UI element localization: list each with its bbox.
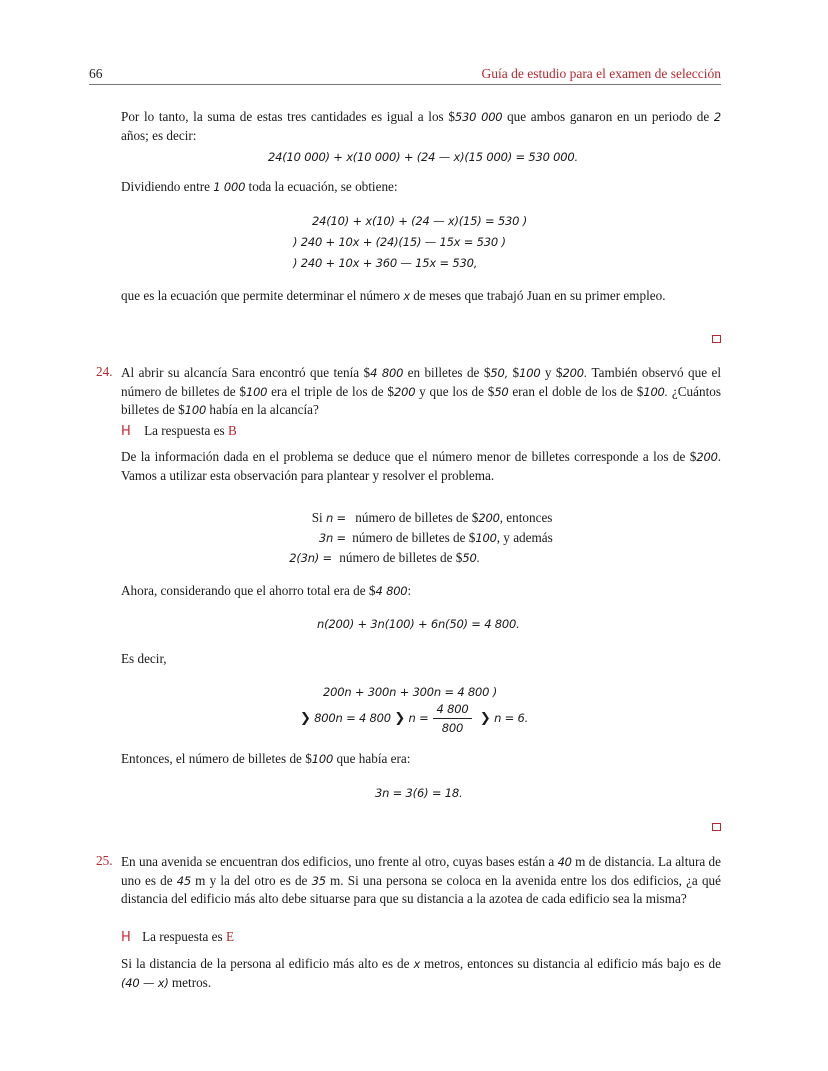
math: 100	[475, 531, 497, 545]
qed-box-icon	[712, 335, 721, 343]
math: 100.	[643, 384, 669, 399]
problem-25-solution-intro	[121, 955, 721, 992]
answer-letter: B	[227, 423, 237, 438]
text: , entonces	[499, 510, 553, 525]
text: que es la ecuación que permite determinar el número	[121, 288, 404, 303]
equation-2-line-3: ) 240 + 10x + 360 — 15x = 530,	[293, 256, 478, 270]
math: (40 — x)	[121, 975, 169, 990]
math: 50,	[490, 366, 509, 380]
text: Si	[311, 510, 327, 525]
math: x	[413, 957, 421, 971]
paragraph-total-savings	[121, 582, 721, 601]
answer-label: La respuesta es	[144, 423, 228, 438]
equation-1: 24(10 000) + x(10 000) + (24 — x)(15 000) = 530 000.	[268, 150, 578, 164]
math: 200.	[562, 366, 588, 380]
math: n =	[408, 711, 429, 725]
text: $	[508, 365, 520, 380]
header-rule	[89, 84, 721, 85]
problem-number-25: 25.	[96, 853, 113, 868]
problem-25-question	[121, 853, 721, 908]
fraction-numerator: 4 800	[433, 702, 473, 719]
text: número de billetes de $	[355, 510, 479, 525]
math: 2(3n) =	[289, 551, 332, 565]
math: 200	[696, 450, 718, 464]
problem-24-question	[121, 364, 721, 420]
implies-arrow-icon: ❯	[479, 711, 491, 726]
math: 100	[184, 403, 207, 417]
text: Ahora, considerando que el ahorro total era de $	[121, 583, 376, 598]
math: 800n = 4 800	[314, 711, 391, 725]
math: 35	[311, 873, 326, 888]
math: 100	[311, 752, 334, 766]
text: m. Si una persona se coloca en la avenida entre los dos edificios, ¿a qué distancia del edificio más alto debe situarse para que su distancia a la azotea de cada edificio sea la misma?	[121, 872, 722, 906]
fraction-denominator: 800	[441, 721, 464, 735]
text: Si la distancia de la persona al edificio más alto es de	[121, 956, 414, 971]
text: en billetes de $	[403, 365, 491, 380]
text: ¿Cuántos billetes de $	[121, 383, 721, 417]
definition-row	[276, 510, 552, 526]
text: de meses que trabajó Juan en su primer empleo.	[409, 288, 666, 303]
math: n = 6.	[494, 711, 529, 725]
answer-line-25	[121, 929, 234, 945]
text: número de billetes de $	[339, 550, 463, 565]
math: 40	[557, 855, 572, 869]
qed-box-icon	[712, 823, 721, 831]
paragraph-result-intro	[121, 750, 721, 769]
text: :	[407, 583, 412, 598]
equation-2-line-1: 24(10) + x(10) + (24 — x)(15) = 530 )	[312, 214, 528, 228]
text: Por lo tanto, la suma de estas tres cantidades es igual a los $	[121, 109, 455, 124]
fraction	[433, 702, 473, 735]
math: 50.	[462, 551, 481, 565]
answer-marker-icon: H	[121, 930, 131, 945]
paragraph-sum	[121, 108, 721, 144]
equation-2-line-2: ) 240 + 10x + (24)(15) — 15x = 530 )	[293, 235, 506, 249]
text: que ambos ganaron en un periodo de	[502, 109, 714, 124]
math: 4 800	[370, 366, 404, 380]
definition-row	[276, 530, 553, 546]
math: n =	[326, 511, 346, 525]
math: 200	[478, 511, 500, 525]
page-number: 66	[89, 66, 103, 81]
answer-label: La respuesta es	[142, 929, 226, 944]
math: 2	[713, 110, 722, 124]
answer-line-24	[121, 423, 237, 439]
text: Dividiendo entre	[121, 179, 214, 194]
math: 4 800	[375, 584, 408, 598]
problem-number-24: 24.	[96, 364, 113, 379]
text: eran el doble de los de $	[508, 383, 644, 399]
answer-letter: E	[225, 929, 234, 944]
text: Entonces, el número de billetes de $	[121, 751, 312, 766]
text: era el triple de los de $	[267, 383, 395, 399]
equation-5: 3n = 3(6) = 18.	[375, 786, 463, 800]
implies-arrow-icon: ❯	[394, 711, 406, 726]
math: 1 000	[213, 180, 246, 194]
math: 530 000	[454, 110, 503, 124]
paragraph-conclusion	[121, 287, 721, 306]
text: número de billetes de $	[352, 530, 476, 545]
text: También observó que el número de billetes de $	[121, 365, 722, 399]
math: 100	[519, 366, 541, 380]
math: x	[403, 289, 410, 303]
text: metros.	[168, 974, 212, 990]
text: toda la ecuación, se obtiene:	[245, 179, 398, 194]
equation-4-line-2	[300, 702, 528, 735]
text: . Vamos a utilizar esta observación para plantear y resolver el problema.	[121, 449, 721, 483]
math: 50	[494, 384, 509, 399]
text: y que los de $	[415, 383, 495, 399]
text: y $	[540, 365, 563, 380]
math: 100	[245, 384, 268, 399]
text: m y la del otro es de	[191, 872, 312, 888]
equation-4-line-1: 200n + 300n + 300n = 4 800 )	[323, 685, 498, 699]
running-header-title: Guía de estudio para el examen de selección	[481, 66, 721, 81]
text: años; es decir:	[121, 127, 197, 143]
implies-arrow-icon: ❯	[300, 711, 311, 726]
math: 200	[394, 384, 416, 399]
answer-marker-icon: H	[121, 424, 131, 439]
math: 45	[176, 873, 191, 888]
text: que había era:	[333, 751, 411, 766]
math: 3n =	[318, 531, 346, 545]
text: Al abrir su alcancía Sara encontró que tenía $	[121, 365, 371, 380]
text: En una avenida se encuentran dos edificios, uno frente al otro, cuyas bases están a	[121, 854, 558, 869]
text: había en la alcancía?	[206, 402, 319, 417]
text: De la información dada en el problema se deduce que el número menor de billetes corresponde a los de $	[121, 449, 697, 464]
text: m de distancia. La altura de uno es de	[121, 854, 721, 888]
paragraph-es-decir: Es decir,	[121, 651, 167, 666]
text: metros, entonces su distancia al edificio más bajo es de	[420, 956, 721, 971]
text: , y además	[496, 530, 553, 545]
problem-24-solution-intro	[121, 448, 721, 484]
equation-3: n(200) + 3n(100) + 6n(50) = 4 800.	[317, 617, 520, 631]
paragraph-divide	[121, 178, 721, 197]
definition-row	[276, 550, 480, 566]
